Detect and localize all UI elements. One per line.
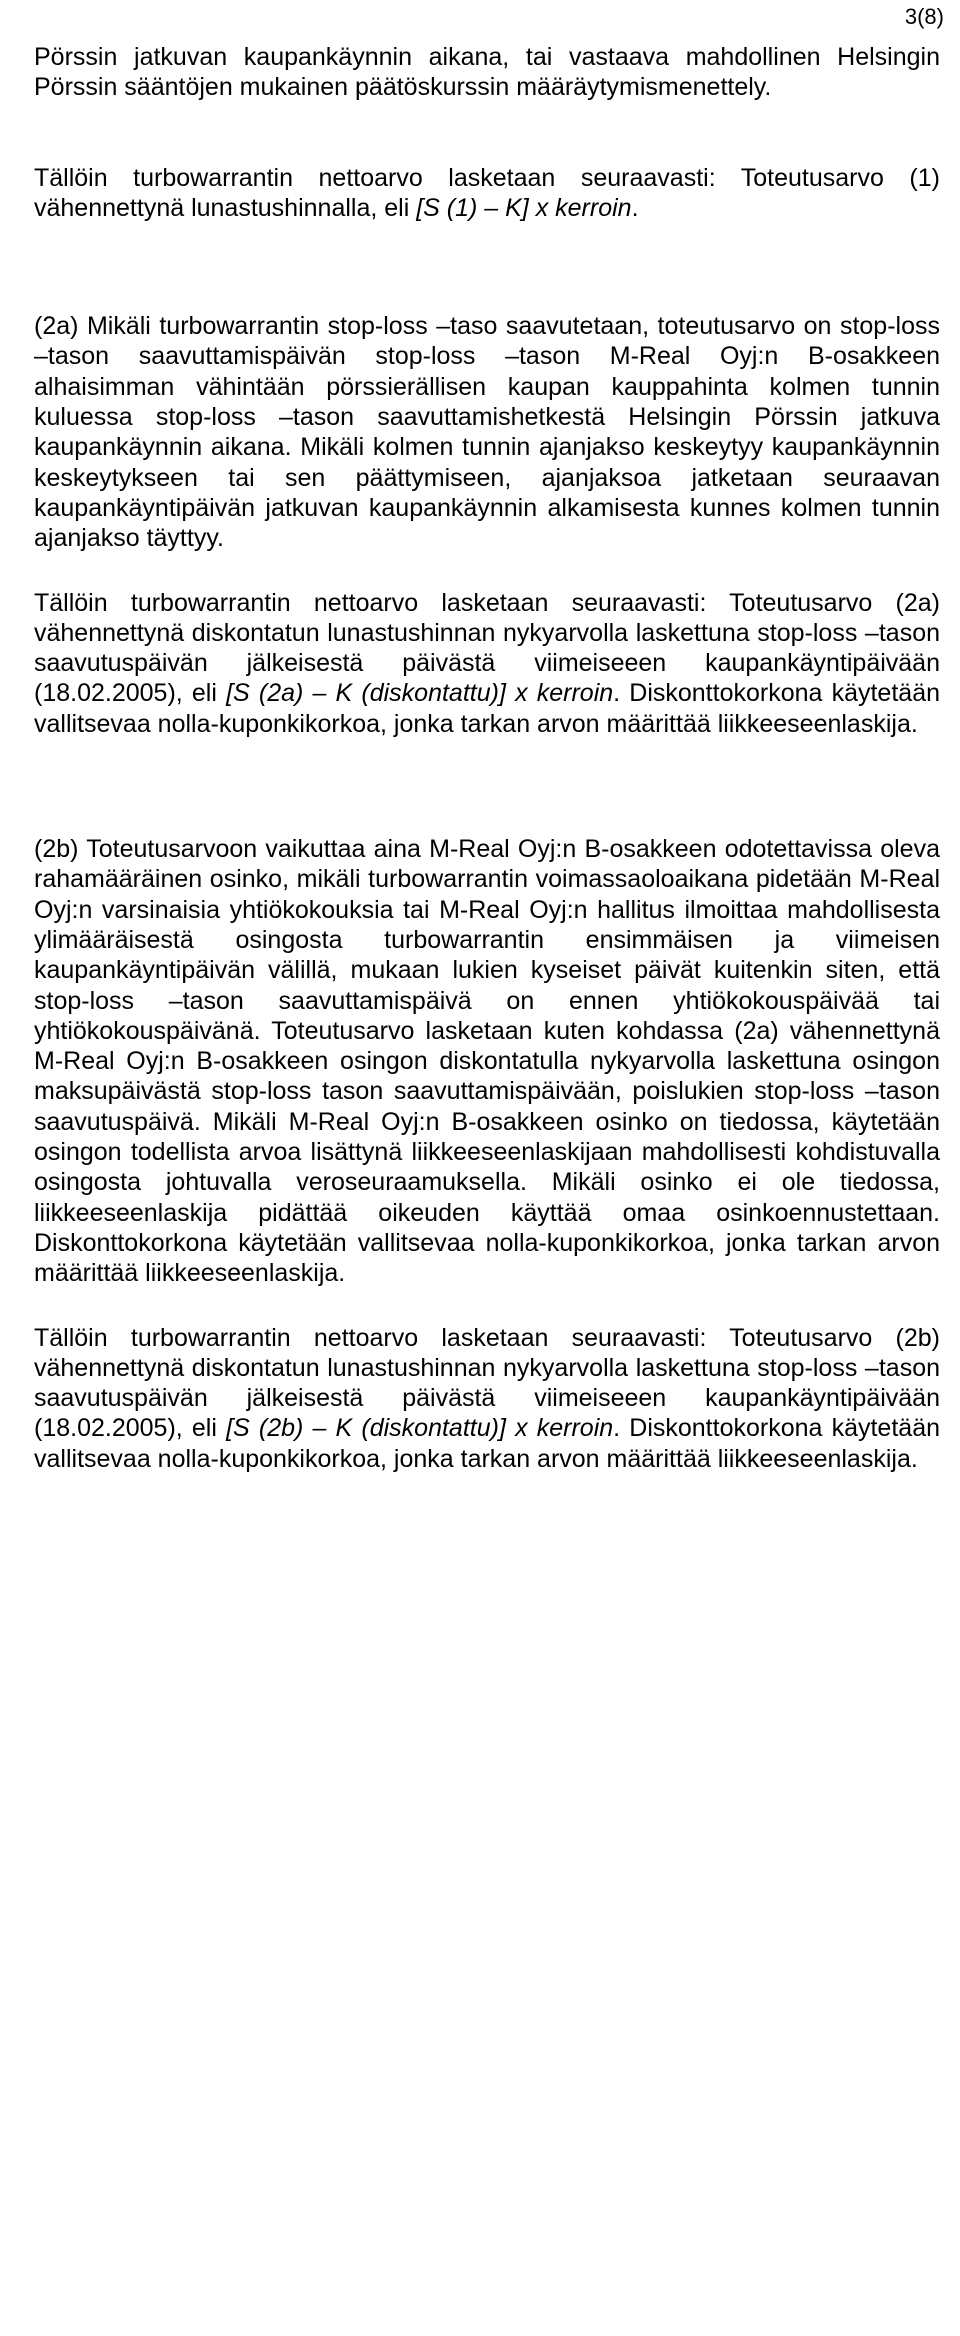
paragraph-net-value-2b: [34, 1323, 940, 1474]
paragraph-2a-stop-loss: (2a) Mikäli turbowarrantin stop-loss –taso saavutetaan, toteutusarvo on stop-loss –tason saavuttamispäivän stop-loss –tason M-Real Oyj:n B-osakkeen alhaisimman vähintään pörssierällisen kaupan kauppahinta kolmen tunnin kuluessa stop-loss –tason saavuttamishetkestä Helsingin Pörssin jatkuva kaupankäynnin aikana. Mikäli kolmen tunnin ajanjakso keskeytyy kaupankäynnin keskeytykseen tai sen päättymiseen, ajanjaksoa jatketaan seuraavan kaupankäyntipäivän jatkuvan kaupankäynnin alkamisesta kunnes kolmen tunnin ajanjakso täyttyy.: [34, 312, 940, 553]
paragraph-net-value-1: [34, 163, 940, 224]
page-number: 3(8): [904, 4, 944, 29]
paragraph-net-value-2a: [34, 588, 940, 739]
paragraph-text: Tällöin turbowarrantin nettoarvo lasketaan seuraavasti: Toteutusarvo (1) vähennettynä lunastushinnalla, eli: [34, 163, 940, 222]
formula-net-value-1: [S (1) – K] x kerroin: [416, 193, 632, 222]
paragraph-text: Tällöin turbowarrantin nettoarvo lasketaan seuraavasti: Toteutusarvo (2b) vähennettynä diskontatun lunastushinnan nykyarvolla laskettuna stop-loss –tason saavutuspäivän jälkeisestä päivästä viimeiseeen kaupankäyntipäivään (18.02.2005), eli: [34, 1323, 940, 1443]
paragraph-2b-dividend: (2b) Toteutusarvoon vaikuttaa aina M-Real Oyj:n B-osakkeen odotettavissa oleva rahamääräinen osinko, mikäli turbowarrantin voimassaoloaikana pidetään M-Real Oyj:n varsinaisia yhtiökokouksia tai M-Real Oyj:n hallitus ilmoittaa mahdollisesta ylimääräisestä osingosta turbowarrantin ensimmäisen ja viimeisen kaupankäyntipäivän välillä, mukaan lukien kyseiset päivät kuitenkin siten, että stop-loss –tason saavuttamispäivä on ennen yhtiökokouspäivää tai yhtiökokouspäivänä. Toteutusarvo lasketaan kuten kohdassa (2a) vähennettynä M-Real Oyj:n B-osakkeen osingon diskontatulla nykyarvolla laskettuna osingon maksupäivästä stop-loss tason saavuttamispäivään, poislukien stop-loss –tason saavutuspäivä. Mikäli M-Real Oyj:n B-osakkeen osinko on tiedossa, käytetään osingon todellista arvoa lisättynä liikkeeseenlaskijaan mahdollisesti kohdistuvalla osingosta johtuvalla veroseuraamuksella. Mikäli osinko ei ole tiedossa, liikkeeseenlaskija pidättää oikeuden käyttää omaa osinkoennustettaan. Diskonttokorkona käytetään vallitsevaa nolla-kuponkikorkoa, jonka tarkan arvon määrittää liikkeeseenlaskija.: [34, 835, 940, 1288]
paragraph-trading-continuation: Pörssin jatkuvan kaupankäynnin aikana, tai vastaava mahdollinen Helsingin Pörssin sääntöjen mukainen päätöskurssin määräytymismenettely.: [34, 43, 940, 102]
document-body: [34, 42, 940, 1474]
formula-net-value-2a: [S (2a) – K (diskontattu)] x kerroin: [226, 679, 614, 708]
formula-net-value-2b: [S (2b) – K (diskontattu)] x kerroin: [226, 1414, 614, 1443]
paragraph-text: Tällöin turbowarrantin nettoarvo lasketaan seuraavasti: Toteutusarvo (2a) vähennettynä diskontatun lunastushinnan nykyarvolla laskettuna stop-loss –tason saavutuspäivän jälkeisestä päivästä viimeiseeen kaupankäyntipäivään (18.02.2005), eli: [34, 588, 940, 708]
paragraph-text-end: . Diskonttokorkona käytetään vallitsevaa nolla-kuponkikorkoa, jonka tarkan arvon määrittää liikkeeseenlaskija.: [34, 1414, 940, 1473]
paragraph-text-end: . Diskonttokorkona käytetään vallitsevaa nolla-kuponkikorkoa, jonka tarkan arvon määrittää liikkeeseenlaskija.: [34, 679, 940, 738]
paragraph-text-end: .: [631, 193, 639, 222]
